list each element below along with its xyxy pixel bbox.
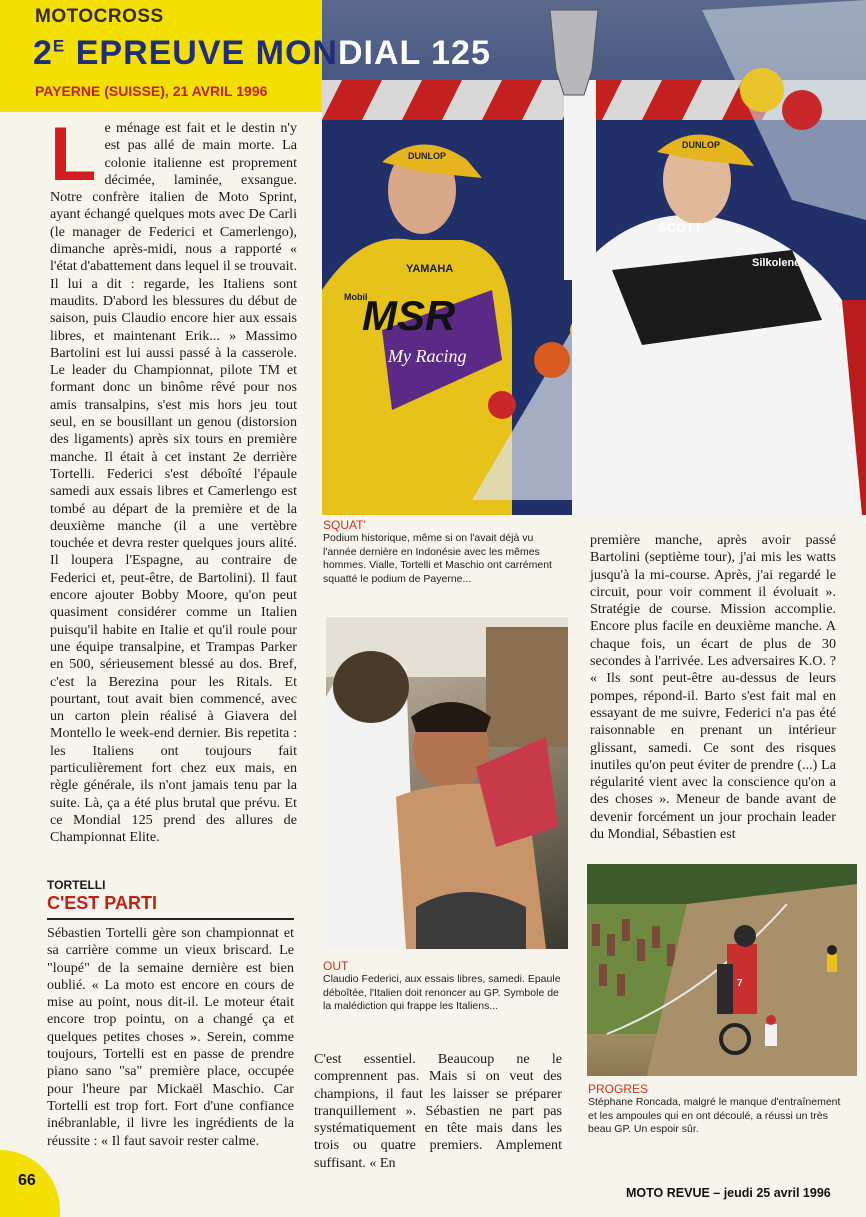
rider-bib-number: 7 — [737, 978, 743, 989]
headline-rest: DIAL 125 — [337, 34, 491, 72]
rider-distant — [827, 945, 837, 972]
jersey-mobil-text: Mobil — [344, 292, 368, 302]
bouquet-right-flower — [740, 68, 784, 112]
podium-illustration — [322, 0, 866, 515]
jersey-racing-text: My Racing — [388, 346, 467, 366]
injury-photo — [326, 617, 568, 949]
bystander — [486, 627, 568, 747]
medic-head — [333, 651, 409, 723]
caption-out — [323, 959, 568, 1014]
bouquet-ribbon — [488, 391, 516, 419]
article-column-2: C'est essentiel. Beaucoup ne le comprennent pas. Mais si on veut des champions, il faut les laisser se préparer tranquillement ». Sébastien ne part pas systématiquement en tête mais dans les trois ou quatre premiers. Amplement suffisant. « En — [314, 1051, 562, 1171]
caption-squat-title: SQUAT' — [323, 518, 366, 532]
article-body-1: e ménage est fait et le destin n'y est pas allé de main morte. La colonie italienne est proprement décimée, laminée, exsangue. Notre confrère italien de Moto Sprint, ayant échangé quelques mots avec De Carli (le manager de Federici et Camerlengo), dimanche après-midi, nous a rapporté « l'état d'abattement dans lequel il se trouvait. Il lui a dit : regarde, les Italiens sont maudits. D'abord les blessures du début de saison, puis Claudio encore hier aux essais libres, et maintenant Erik... » Massimo Bartolini est lui aussi passé à la casserole. Le leader du Championnat, pilote TM et formant donc un binôme rêvé pour nos amis transalpins, s'est mis hors jeu tout seul, en se bousillant un genou (distorsion des ligaments) après six tours en première manche. Il était à cet instant 2e derrière Tortelli. Federici s'est déboîté l'épaule samedi aux essais libres et Camerlengo est tombé au départ de la première et de la deuxième manche (il a une vertèbre touchée et devra rester quelques jours alité. Il loupera l'Espagne, au contraire de Federici et, peut-être, de Bartolini). Il faut encore ajouter Bobby Moore, qu'on peut quasiment considérer comme un Italien puisqu'il habite en Italie et qu'il roule pour une équipe transalpine, et Trampas Parker en 500, sérieusement blessé au dos. Bref, c'est la Berezina pour les Ritals. Et pourtant, tout avait bien commencé, avec un carton plein réalisé à Giavera del Montello le week-end dernier. Bis repetita : les Italiens ont toujours fait particulièrement fort chez eux mais, en règle générale, ils n'ont jamais tenu par la suite. Là, ça a été plus brutal que prévu. Et ce Mondial 125 prend des allures de Championnat Elite. — [50, 120, 297, 846]
caption-progres-title: PROGRES — [588, 1082, 649, 1096]
caption-squat — [323, 518, 568, 586]
headline-number: 2 — [33, 34, 53, 72]
footer-magazine-date: MOTO REVUE – jeudi 25 avril 1996 — [626, 1186, 831, 1200]
caption-progres-text: Stéphane Roncada, malgré le manque d'entraînement et les ampoules qui en ont découlé, a réussi un très beau GP. Un espoir sûr. — [588, 1096, 841, 1135]
injury-illustration — [326, 617, 568, 949]
race-illustration — [587, 864, 857, 1076]
article-column-1b: Sébastien Tortelli gère son championnat et sa carrière comme un vieux briscard. Le "loupé" de la semaine dernière est bien oublié. « La moto est encore en cours de mise au point, nous dit-il. Le moteur était encore trop pointu, on a changé ça et quelques petites choses ». Serein, comme toujours, Tortelli est en passe de prendre piano sano "sa" première place, occupée pour l'heure par Mickaël Maschio. Car Tortelli est trop fort. Fort d'une confiance inébranlable, il livre les ingrédients de la réussite : « Il faut savoir rester calme. — [47, 925, 294, 1149]
rider-right-cap-text: DUNLOP — [682, 140, 720, 150]
article-column-3: première manche, après avoir passé Bartolini (septième tour), j'ai mis les watts jusqu'à la mi-course. Après, j'ai regardé le circuit, pour voir comment il évoluait ». Stratégie de course. Mission accomplie. Encore plus facile en deuxième manche. A chaque fois, un écart de plus de 30 secondes à l'arrivée. Les adversaires K.O. ? « Ils sont peut-être au-dessus de leurs pompes, répond-il. Barto s'est fait mal en essayant de me suivre, Federici n'a pas été raisonnable en prenant un intérieur glissant, samedi. Ce sont des risques inutiles qu'on peut éviter de prendre (...) La régularité vient avec la conscience qu'on a des choses ». Meneur de bande avant de devenir forcément un jour prochain leader du Mondial, Sébastien est — [590, 532, 836, 843]
dropcap: L — [50, 112, 97, 197]
caption-out-text: Claudio Federici, aux essais libres, samedi. Epaule déboîtée, l'Italien doit renoncer au GP. Symbole de la malédiction qui frappe les Italiens... — [323, 973, 561, 1012]
subhead-title: C'EST PARTI — [47, 893, 157, 913]
subhead-kicker: TORTELLI — [47, 878, 106, 892]
headline-main: EPREUVE MON — [65, 34, 338, 72]
article-column-1 — [50, 112, 297, 846]
jersey-yamaha-text: YAMAHA — [406, 263, 454, 275]
podium-photo — [322, 0, 866, 515]
bouquet-flower — [534, 342, 570, 378]
rider-left-cap-text: DUNLOP — [408, 151, 446, 161]
section-label: MOTOCROSS — [35, 6, 164, 27]
rider-hair — [411, 702, 491, 732]
page-number: 66 — [18, 1172, 36, 1189]
headline-sup: E — [52, 36, 66, 56]
dateline: PAYERNE (SUISSE), 21 AVRIL 1996 — [35, 83, 268, 99]
jersey-silkolene-text: Silkolene — [752, 257, 801, 269]
caption-progres — [588, 1082, 848, 1137]
subhead-rule — [47, 918, 294, 920]
rider-background — [765, 1015, 777, 1046]
helmet — [416, 892, 526, 949]
headline — [33, 34, 491, 73]
bouquet-right-ribbon — [782, 90, 822, 130]
jersey-msr-text: MSR — [362, 292, 456, 339]
rider-right-arm — [564, 80, 596, 280]
race-photo — [587, 864, 857, 1076]
caption-squat-text: Podium historique, même si on l'avait déjà vu l'année dernière en Indonésie avec les mêmes hommes. Vialle, Tortelli et Maschio ont carrément squatté le podium de Payerne... — [323, 532, 552, 585]
caption-out-title: OUT — [323, 959, 349, 973]
jersey-scott-text: SCOTT — [658, 220, 703, 235]
